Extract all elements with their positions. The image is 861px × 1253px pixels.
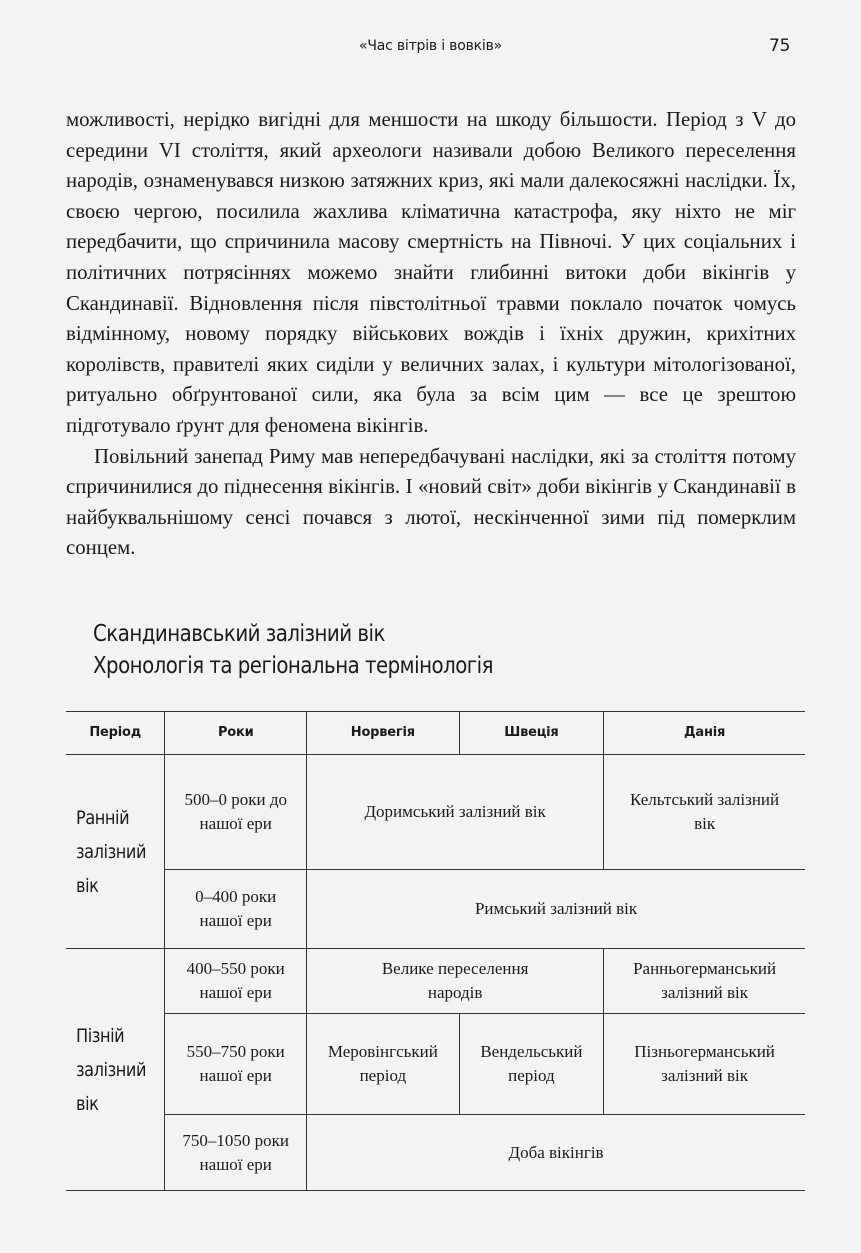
period-late-iron-age: Пізній залізний вік bbox=[66, 949, 165, 1191]
norway-sweden-cell: Доримський залізний вік bbox=[307, 755, 604, 870]
header-period: Період bbox=[66, 712, 165, 755]
table-row bbox=[66, 949, 805, 1014]
running-title: «Час вітрів і вовків» bbox=[358, 38, 503, 54]
table-title bbox=[93, 618, 493, 682]
table-row bbox=[66, 870, 805, 949]
table-row bbox=[66, 1014, 805, 1115]
table-row bbox=[66, 1115, 805, 1191]
table-title-line-2: Хронологія та регіональна термінологія bbox=[93, 653, 494, 679]
table-title-line-1: Скандинавський залізний вік bbox=[93, 621, 385, 647]
years-cell: 400–550 роки нашої ери bbox=[165, 949, 307, 1014]
header-denmark: Данія bbox=[604, 712, 805, 755]
table-row bbox=[66, 755, 805, 870]
years-cell: 500–0 роки до нашої ери bbox=[165, 755, 307, 870]
period-early-iron-age: Ранній залізний вік bbox=[66, 755, 165, 949]
paragraph-1: можливості, нерідко вигідні для меншости на шкоду більшости. Період з V до середини VI століття, який археологи називали добою Великого переселення народів, ознаменувався низкою затяжних криз, які мали далекосяжні наслідки. Їх, своєю чергою, посилила жахлива кліматична катастрофа, яку ніхто не міг передбачити, що спричинила масову смертність на Півночі. У цих соціальних і політичних потрясіннях можемо знайти глибинні витоки доби вікінгів у Скандинавії. Відновлення після півстолітньої травми поклало початок чомусь відмінному, новому порядку військових вождів і їхніх дружин, крихітних королівств, правителі яких сиділи у величних залах, і культури мітологізованої, ритуально обґрунтованої сили, яка була за всім цим — все це зрештою підготувало ґрунт для феномена вікінгів. bbox=[66, 108, 796, 437]
header-years: Роки bbox=[165, 712, 307, 755]
years-cell: 0–400 роки нашої ери bbox=[165, 870, 307, 949]
sweden-cell: Вендельський період bbox=[459, 1014, 604, 1115]
all-regions-cell: Римський залізний вік bbox=[307, 870, 805, 949]
denmark-cell: Кельтський залізний вік bbox=[604, 755, 805, 870]
years-cell: 750–1050 роки нашої ери bbox=[165, 1115, 307, 1191]
norway-cell: Меровінгський період bbox=[307, 1014, 460, 1115]
years-cell: 550–750 роки нашої ери bbox=[165, 1014, 307, 1115]
paragraph-2: Повільний занепад Риму мав непередбачувані наслідки, які за століття потому спричинилися до піднесення вікінгів. І «новий світ» доби вікінгів у Скандинавії в найбуквальнішому сенсі почався з лютої, нескінченної зими під померклим сонцем. bbox=[66, 444, 796, 560]
norway-sweden-cell: Велике переселення народів bbox=[307, 949, 604, 1014]
page-number: 75 bbox=[769, 36, 791, 56]
denmark-cell: Пізньогерманський залізний вік bbox=[604, 1014, 805, 1115]
denmark-cell: Ранньогерманський залізний вік bbox=[604, 949, 805, 1014]
table-header-row bbox=[66, 712, 805, 755]
chronology-table bbox=[66, 711, 805, 1191]
body-text bbox=[66, 105, 796, 564]
header-sweden: Швеція bbox=[459, 712, 604, 755]
header-norway: Норвегія bbox=[307, 712, 460, 755]
all-regions-cell: Доба вікінгів bbox=[307, 1115, 805, 1191]
